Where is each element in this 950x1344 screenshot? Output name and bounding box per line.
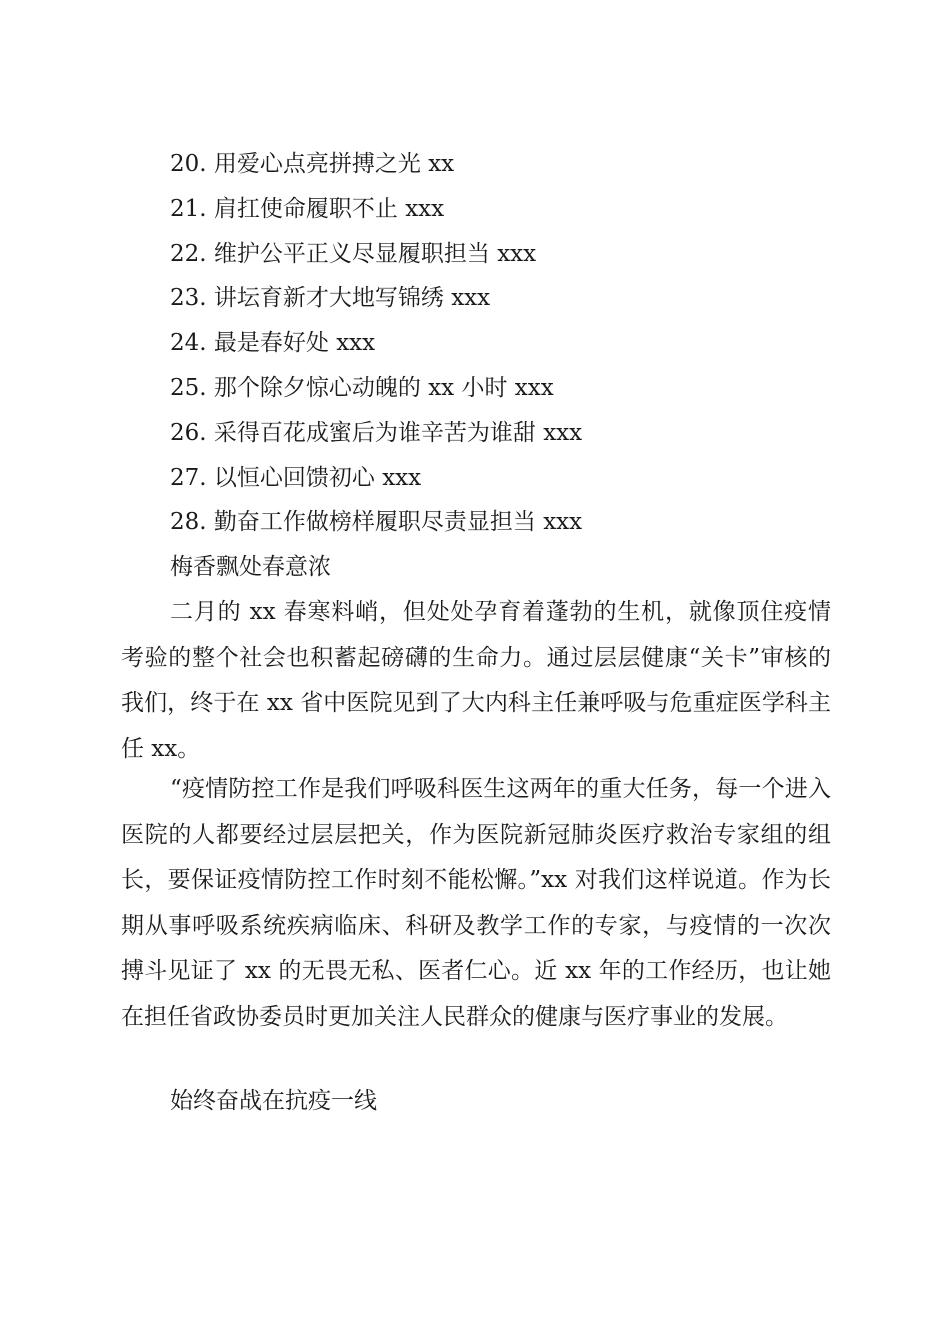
list-item: 20. 用爱心点亮拼搏之光 xx (170, 151, 455, 177)
section-title: 梅香飘处春意浓 (170, 554, 331, 580)
list-item: 22. 维护公平正义尽显履职担当 xxx (170, 240, 537, 267)
body-paragraph-1: 二月的 xx 春寒料峭，但处处孕育着蓬勃的生机，就像顶住疫情考验的整个社会也积蓄起磅礴的生命力。通过层层健康“关卡”审核的我们，终于在 xx 省中医院见到了大内科主任兼呼吸与危重症医学科主任 xx。 (121, 599, 831, 762)
list-item: 23. 讲坛育新才大地写锦绣 xxx (170, 285, 491, 312)
list-item: 21. 肩扛使命履职不止 xxx (170, 195, 445, 222)
list-item: 27. 以恒心回馈初心 xxx (170, 464, 422, 491)
list-item: 28. 勤奋工作做榜样履职尽责显担当 xxx (170, 509, 583, 536)
list-item: 24. 最是春好处 xxx (170, 330, 376, 357)
list-item: 25. 那个除夕惊心动魄的 xx 小时 xxx (170, 374, 554, 401)
subheading: 始终奋战在抗疫一线 (170, 1088, 377, 1114)
list-item: 26. 采得百花成蜜后为谁辛苦为谁甜 xxx (170, 419, 583, 446)
article-list (170, 146, 870, 549)
body-paragraph-2: “疫情防控工作是我们呼吸科医生这两年的重大任务，每一个进入医院的人都要经过层层把关，作为医院新冠肺炎医疗救治专家组的组长，要保证疫情防控工作时刻不能松懈。”xx 对我们这样说道。作为长期从事呼吸系统疾病临床、科研及教学工作的专家，与疫情的一次次搏斗见证了 xx 的无畏无私、医者仁心。近 xx 年的工作经历，也让她在担任省政协委员时更加关注人民群众的健康与医疗事业的发展。 (121, 776, 831, 1030)
